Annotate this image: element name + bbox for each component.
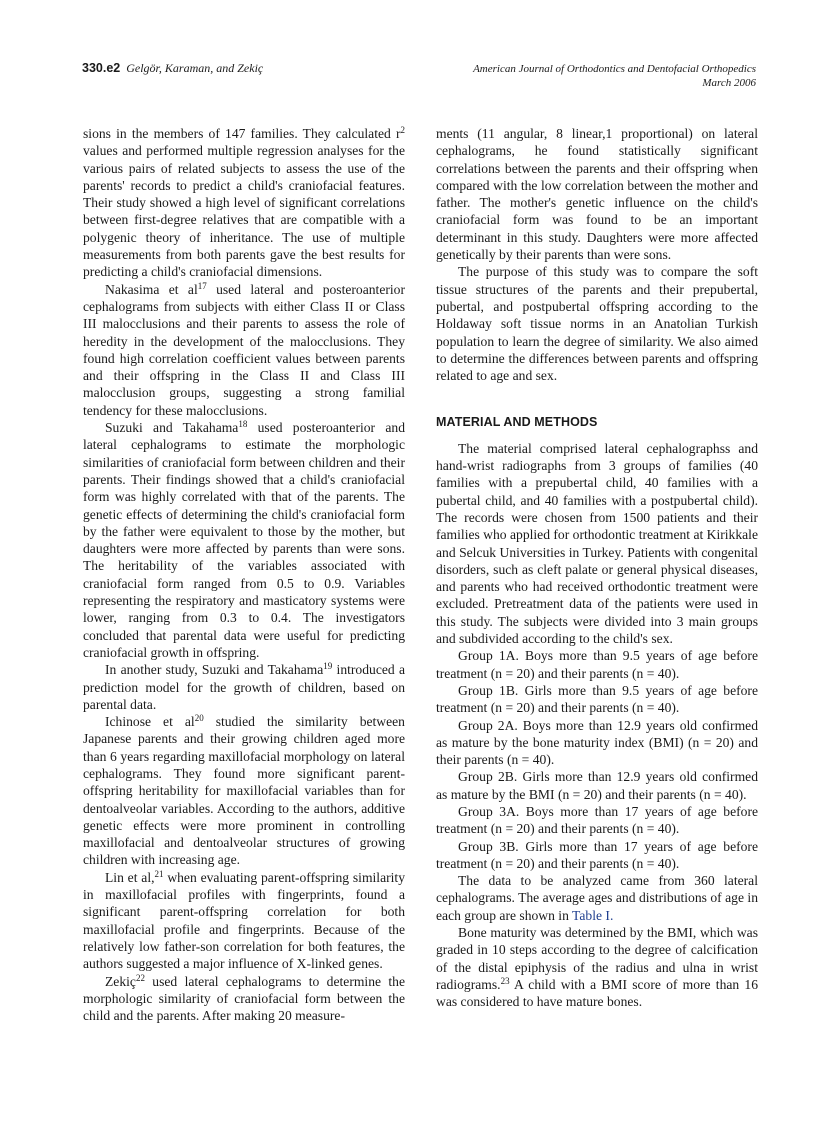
reference-citation[interactable]: 21 bbox=[154, 868, 164, 879]
superscript: 2 bbox=[400, 125, 405, 135]
group-description: Group 1A. Boys more than 9.5 years of age before treatment (n = 20) and their parents (n = 40). bbox=[436, 648, 758, 681]
reference-citation[interactable]: 22 bbox=[135, 972, 145, 983]
right-column bbox=[436, 125, 758, 1011]
group-description: Group 3A. Boys more than 17 years of age before treatment (n = 20) and their parents (n = 40). bbox=[436, 803, 758, 837]
paragraph: Nakasima et $al^{17}$ used lateral and posteroanterior cephalograms from subjects with either Class II or Class III malocclusions and their parents to assess the role of heredity in the development of the malocclusions. They found high correlation coefficient values between parents and their offspring in the Class II and Class III malocclusion groups, suggesting a strong familial tendency for these malocclusions. bbox=[83, 280, 405, 418]
running-header bbox=[82, 61, 756, 89]
issue-date: March 2006 bbox=[702, 77, 756, 89]
reference-citation[interactable]: 17 bbox=[197, 280, 207, 291]
table-link[interactable]: Table I. bbox=[572, 907, 614, 923]
reference-citation[interactable]: 20 bbox=[194, 713, 204, 724]
paragraph: Zekiç$^{22}$ used lateral cephalograms to determine the morphologic similarity of craniofacial form between the child and the parents. After making 20 measure- bbox=[83, 972, 405, 1024]
journal-title: American Journal of Orthodontics and Dentofacial Orthopedics bbox=[473, 63, 756, 75]
paragraph: Suzuki and Takahama$^{18}$ used posteroanterior and lateral cephalograms to estimate the morphologic similarities of craniofacial form between children and their parents. Their findings showed that a child's craniofacial form was highly correlated with that of the parents. The genetic effects of determining the child's craniofacial form by the father were equivalent to those by the mother, but daughters were more affected by parents than were sons. The heritability of the variables associated with craniofacial form ranged from 0.5 to 0.9. Variables representing the respiratory and masticatory systems were lower, ranging from 0.3 to 0.4. The investigators concluded that parental data were useful for predicting craniofacial growth in offspring. bbox=[83, 419, 405, 660]
running-authors: Gelgör, Karaman, and Zekiç bbox=[126, 61, 264, 75]
paragraph: The material comprised lateral cephalographss and hand-wrist radiographs from 3 groups of families (40 families with a prepubertal child, 40 families with a pubertal child, and 40 families with a postpubertal child). The records were chosen from 1500 patients and their families who applied for orthodontic treatment at Kirikkale and Selcuk Universities in Turkey. Patients with congenital disorders, such as cleft palate or general physical diseases, and parents who had received orthodontic treatment were excluded. Pretreatment data of the patients were used in this study. The subjects were divided into 3 main groups and subdivided according to the child's sex. bbox=[436, 440, 758, 647]
section-heading: MATERIAL AND METHODS bbox=[436, 415, 598, 430]
reference-citation[interactable]: 19 bbox=[323, 661, 333, 672]
group-description: Group 3B. Girls more than 17 years of age before treatment (n = 20) and their parents (n = 40). bbox=[436, 838, 758, 871]
group-description: Group 2A. Boys more than 12.9 years old confirmed as mature by the bone maturity index (BMI) (n = 20) and their parents (n = 40). bbox=[436, 717, 758, 768]
left-column bbox=[83, 125, 405, 1024]
journal-info bbox=[473, 62, 756, 90]
reference-citation[interactable]: 18 bbox=[238, 419, 248, 430]
paragraph: The data to be analyzed came from 360 lateral cephalograms. The average ages and distributions of age in each group are shown in Table I. bbox=[436, 873, 758, 923]
group-description: Group 1B. Girls more than 9.5 years of age before treatment (n = 20) and their parents (n = 40). bbox=[436, 682, 758, 716]
paragraph: Bone maturity was determined by the BMI, which was graded in 10 steps according to the degree of calcification of the distal epiphysis of the radius and ulna in wrist radiograms.$^{23}$ A child with a BMI score of more than 16 was considered to have mature bones. bbox=[436, 925, 758, 1010]
page-number: 330.e2 bbox=[82, 61, 121, 75]
paragraph: The purpose of this study was to compare the soft tissue structures of the parents and their prepubertal, pubertal, and postpubertal offspring according to the Holdaway soft tissue norms in an Anatolian Turkish population to learn the degree of similarity. We also aimed to determine the differences between parents and offspring related to age and sex. bbox=[436, 264, 758, 384]
paragraph: sions in the members of 147 families. They calculated $r^2$ values and performed multiple regression analyses for the various pairs of related subjects to assess the use of the parents' records to predict a child's craniofacial features. Their study showed a high level of significant correlations between first-degree relatives that are compatible with a polygenic theory of inheritance. The use of multiple measurements from both parents gave the best results for predicting a child's craniofacial dimensions. bbox=[83, 125, 405, 280]
paragraph: ments (11 angular, 8 linear,1 proportional) on lateral cephalograms, he found statistically significant correlations between the parents and their offspring when compared with the low correlation between the mother and father. The mother's genetic influence on the child's craniofacial form was found to be an important determinant in this study. Daughters were more affected genetically by their parents than were sons. bbox=[436, 126, 758, 263]
group-description: Group 2B. Girls more than 12.9 years old confirmed as mature by the BMI (n = 20) and their parents (n = 40). bbox=[436, 769, 758, 802]
reference-citation[interactable]: 23 bbox=[500, 975, 510, 986]
paragraph: Lin et al,$^{21}$ when evaluating parent-offspring similarity in maxillofacial profiles with fingerprints, found a significant parent-offspring correlation for both maxillofacial profile and fingerprints. Because of the relatively low father-son correlation for both features, the authors suggested a major influence of X-linked genes. bbox=[83, 868, 405, 972]
paragraph: Ichinose et $al^{20}$ studied the similarity between Japanese parents and their growing children aged more than 6 years regarding maxillofacial morphology on lateral cephalograms. They found more significant parent-offspring heritability for maxillofacial variables than for dentoalveolar variables. According to the authors, additive genetic effects were more prominent in controlling maxillofacial and dentoalveolar structures of growing children with increasing age. bbox=[83, 713, 405, 868]
paragraph: In another study, Suzuki and Takahama$^{19}$ introduced a prediction model for the growth of children, based on parental data. bbox=[83, 661, 405, 712]
